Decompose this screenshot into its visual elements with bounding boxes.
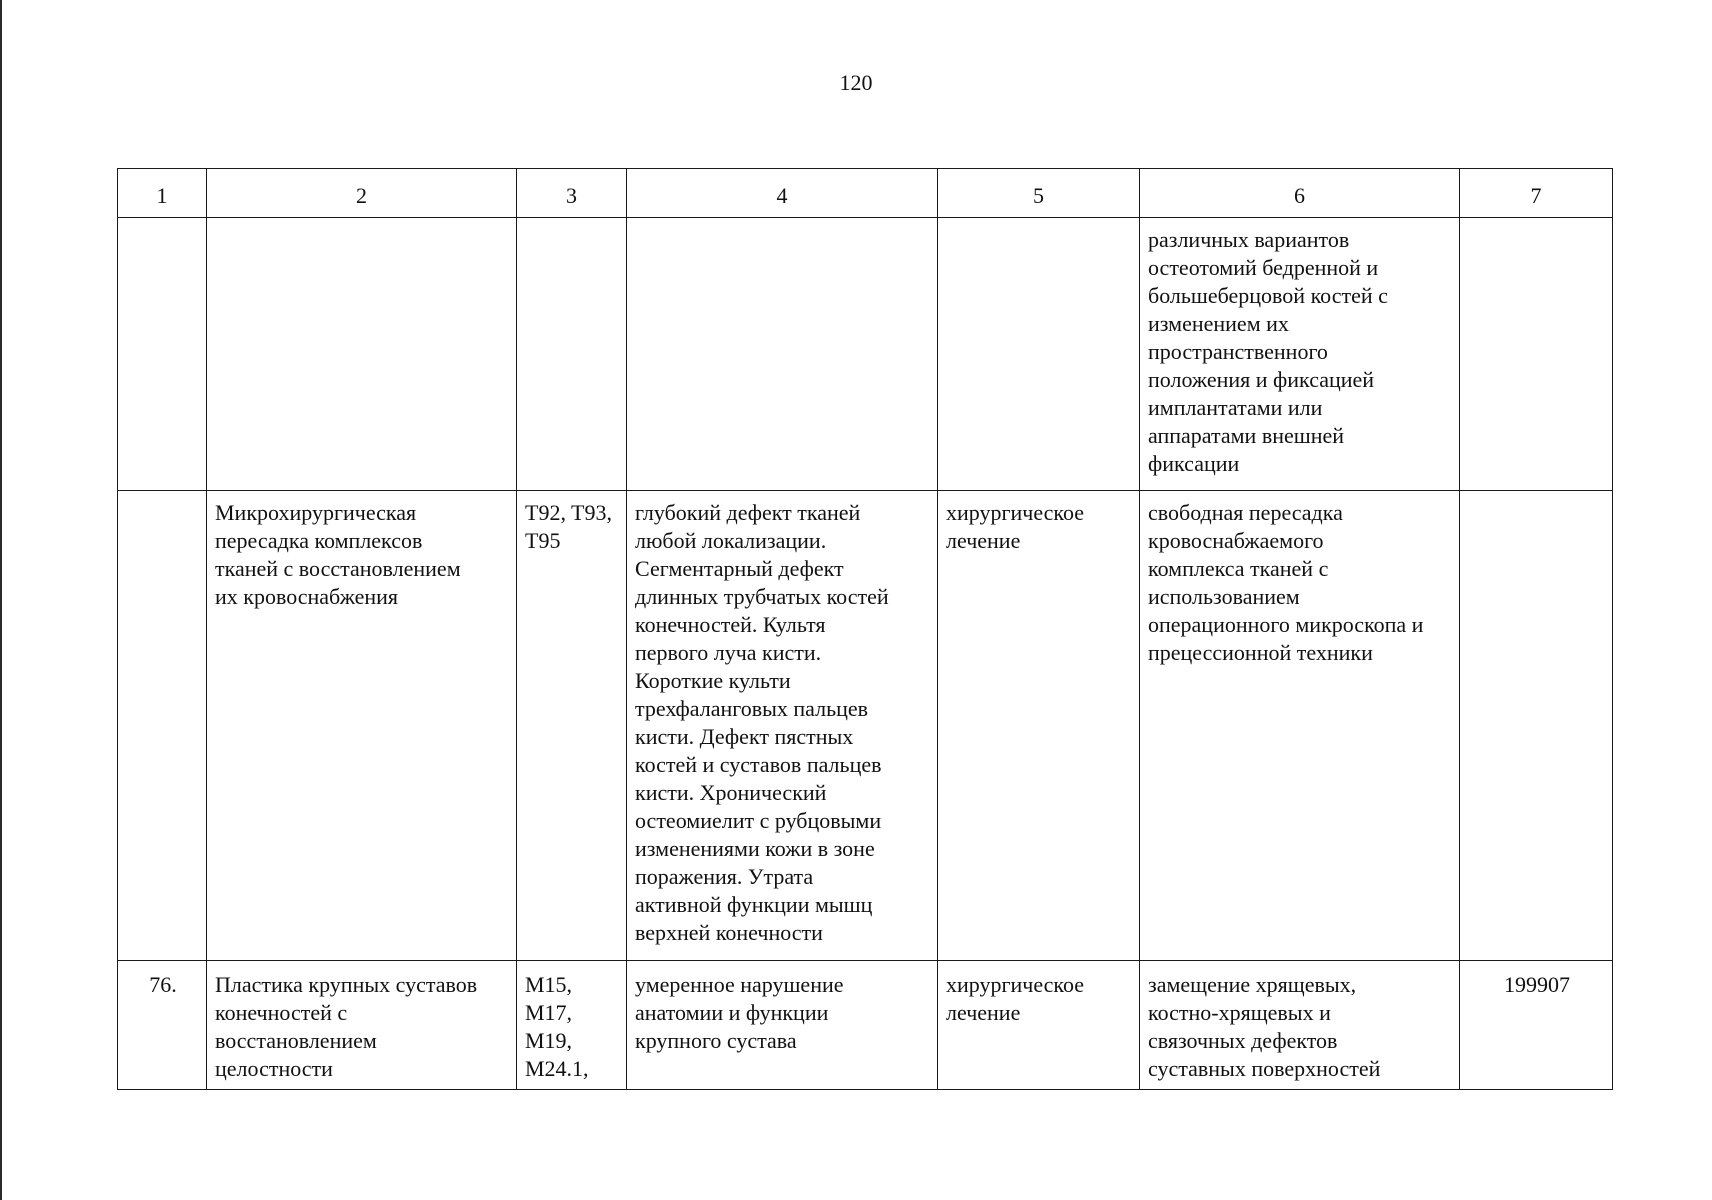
- table-row: [118, 218, 1613, 491]
- treatment-method-cell: свободная пересадка кровоснабжаемого комплекса тканей с использованием операционного микроскопа и прецессионной техники: [1140, 491, 1460, 961]
- cost-cell: [1460, 218, 1613, 491]
- header-row: [118, 169, 1613, 218]
- icd-codes-cell: M15, M17, M19, M24.1,: [517, 961, 627, 1090]
- row-number-cell: [118, 218, 207, 491]
- care-type-cell: [207, 218, 517, 491]
- icd-codes-cell: [517, 218, 627, 491]
- table-row: [118, 961, 1613, 1090]
- col-header-7: 7: [1460, 169, 1613, 218]
- treatment-method-cell: различных вариантов остеотомий бедренной и большеберцовой костей с изменением их пространственного положения и фиксацией имплантатами или аппаратами внешней фиксации: [1140, 218, 1460, 491]
- care-type-cell: Пластика крупных суставов конечностей с восстановлением целостности: [207, 961, 517, 1090]
- patient-model-cell: умеренное нарушение анатомии и функции крупного сустава: [627, 961, 938, 1090]
- care-type-cell: Микрохирургическая пересадка комплексов тканей с восстановлением их кровоснабжения: [207, 491, 517, 961]
- col-header-6: 6: [1140, 169, 1460, 218]
- icd-codes-cell: T92, T93, T95: [517, 491, 627, 961]
- col-header-5: 5: [938, 169, 1140, 218]
- treatment-method-cell: замещение хрящевых, костно-хрящевых и связочных дефектов суставных поверхностей: [1140, 961, 1460, 1090]
- patient-model-cell: глубокий дефект тканей любой локализации. Сегментарный дефект длинных трубчатых костей конечностей. Культя первого луча кисти. Короткие культи трехфаланговых пальцев кисти. Дефект пястных костей и суставов пальцев кисти. Хронический остеомиелит с рубцовыми изменениями кожи в зоне поражения. Утрата активной функции мышц верхней конечности: [627, 491, 938, 961]
- patient-model-cell: [627, 218, 938, 491]
- col-header-3: 3: [517, 169, 627, 218]
- treatment-type-cell: [938, 218, 1140, 491]
- table-row: [118, 491, 1613, 961]
- medical-care-table: [117, 168, 1613, 1090]
- col-header-1: 1: [118, 169, 207, 218]
- row-number-cell: [118, 491, 207, 961]
- row-number-cell: 76.: [118, 961, 207, 1090]
- col-header-4: 4: [627, 169, 938, 218]
- cost-cell: 199907: [1460, 961, 1613, 1090]
- page-left-edge: [0, 0, 2, 1200]
- treatment-type-cell: хирургическое лечение: [938, 491, 1140, 961]
- cost-cell: [1460, 491, 1613, 961]
- col-header-2: 2: [207, 169, 517, 218]
- page-number: 120: [839, 70, 873, 95]
- treatment-type-cell: хирургическое лечение: [938, 961, 1140, 1090]
